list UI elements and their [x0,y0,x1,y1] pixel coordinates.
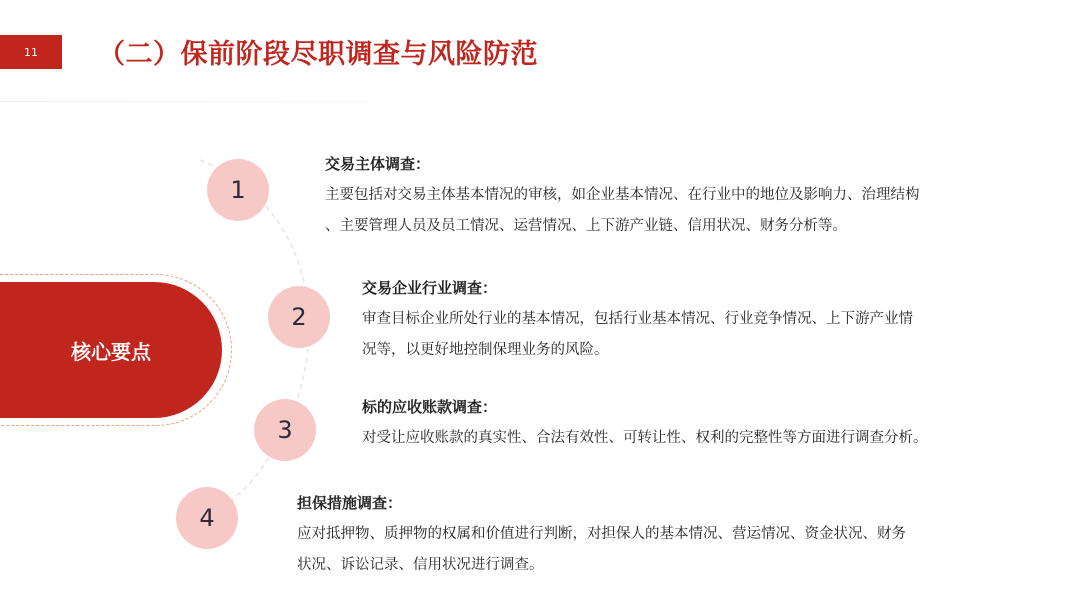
page-title: （二）保前阶段尽职调查与风险防范 [98,39,538,70]
number-label: 1 [230,176,246,204]
number-label: 4 [199,504,215,532]
item-receivables [362,396,928,454]
item-industry [362,277,913,366]
core-label: 核心要点 [71,339,151,364]
item-description: 审查目标企业所处行业的基本情况，包括行业基本情况、行业竞争情况、上下游产业情 况等，以更好地控制保理业务的风险。 [362,311,913,358]
item-title: 标的应收账款调查： [362,398,498,416]
number-circle-4 [176,487,238,549]
item-description: 对受让应收账款的真实性、合法有效性、可转让性、权利的完整性等方面进行调查分析。 [362,430,928,446]
item-guarantee [297,492,906,581]
number-circle-3 [254,399,316,461]
number-label: 3 [277,416,293,444]
item-title: 担保措施调查： [297,494,403,512]
number-circle-1 [207,159,269,221]
item-description: 主要包括对交易主体基本情况的审核，如企业基本情况、在行业中的地位及影响力、治理结构 、主要管理人员及员工情况、运营情况、上下游产业链、信用状况、财务分析等。 [325,187,920,234]
item-title: 交易企业行业调查： [362,279,498,297]
core-badge [0,282,222,418]
number-label: 2 [291,303,307,331]
page-number: 11 [24,45,38,59]
item-description: 应对抵押物、质押物的权属和价值进行判断，对担保人的基本情况、营运情况、资金状况、财务 状况、诉讼记录、信用状况进行调查。 [297,526,906,573]
number-circle-2 [268,286,330,348]
item-trading-entity [325,153,920,242]
item-title: 交易主体调查： [325,155,431,173]
